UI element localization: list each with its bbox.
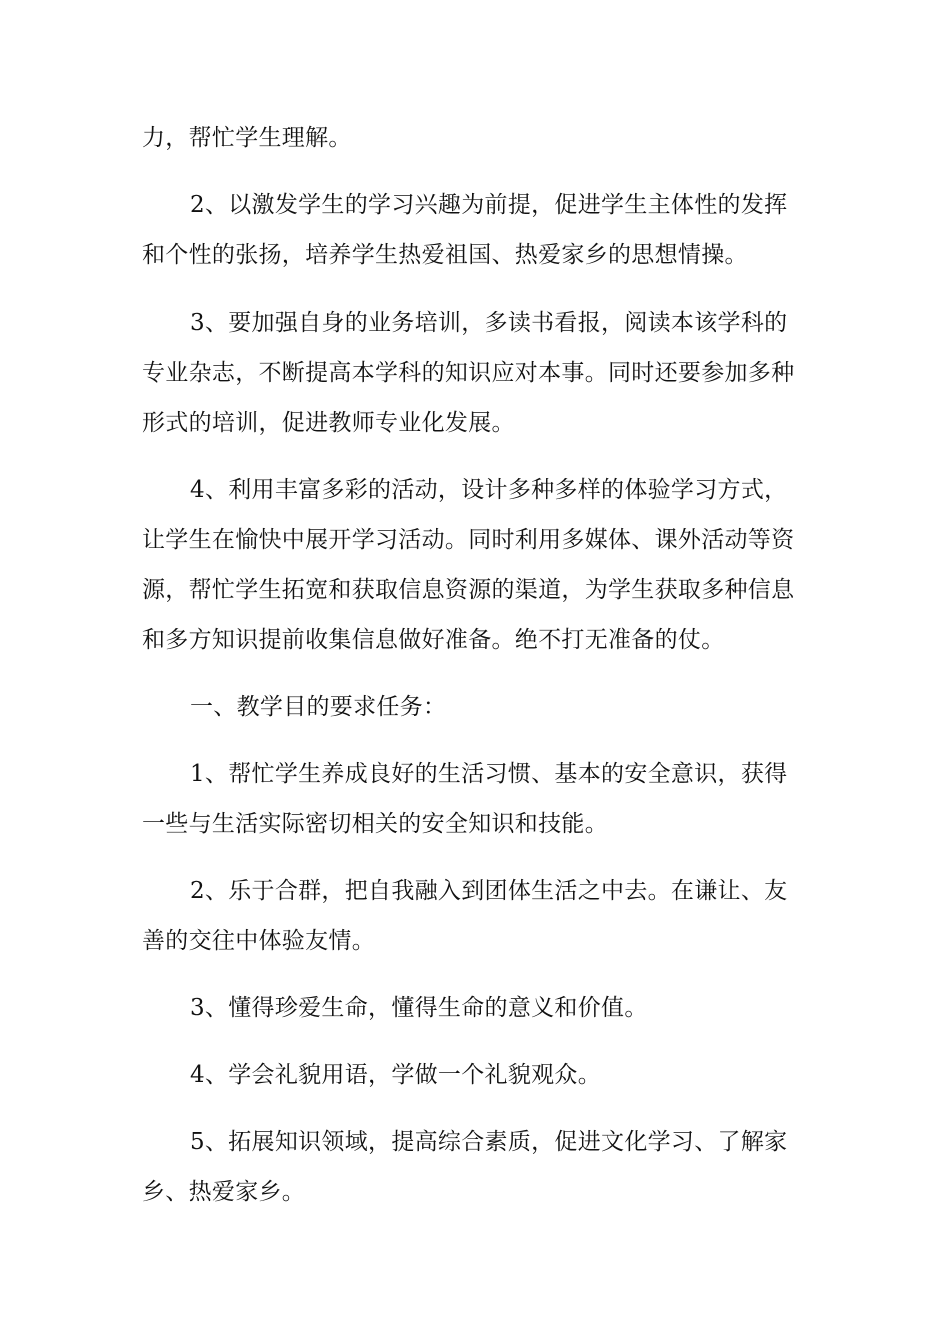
- text-line: 专业杂志，不断提高本学科的知识应对本事。同时还要参加多种: [142, 360, 795, 386]
- text-line: 4、利用丰富多彩的活动，设计多种多样的体验学习方式，: [190, 477, 788, 503]
- text-line: 善的交往中体验友情。: [142, 928, 375, 954]
- text-line: 和个性的张扬，培养学生热爱祖国、热爱家乡的思想情操。: [142, 242, 748, 268]
- text-line: 3、懂得珍爱生命，懂得生命的意义和价值。: [190, 995, 648, 1021]
- text-line: 让学生在愉快中展开学习活动。同时利用多媒体、课外活动等资: [142, 527, 795, 553]
- text-line: 形式的培训，促进教师专业化发展。: [142, 410, 515, 436]
- text-line: 一些与生活实际密切相关的安全知识和技能。: [142, 811, 608, 837]
- text-line: 3、要加强自身的业务培训，多读书看报，阅读本该学科的: [190, 310, 788, 336]
- text-line: 乡、热爱家乡。: [142, 1179, 306, 1205]
- text-line: 2、乐于合群，把自我融入到团体生活之中去。在谦让、友: [190, 878, 788, 904]
- section-heading: 一、教学目的要求任务：: [190, 694, 447, 720]
- text-line: 源，帮忙学生拓宽和获取信息资源的渠道，为学生获取多种信息: [142, 577, 795, 603]
- text-line: 1、帮忙学生养成良好的生活习惯、基本的安全意识，获得: [190, 761, 788, 787]
- text-line: 4、学会礼貌用语，学做一个礼貌观众。: [190, 1062, 602, 1088]
- text-line: 力，帮忙学生理解。: [142, 125, 352, 151]
- text-line: 和多方知识提前收集信息做好准备。绝不打无准备的仗。: [142, 627, 725, 653]
- text-line: 5、拓展知识领域，提高综合素质，促进文化学习、了解家: [190, 1129, 788, 1155]
- text-line: 2、以激发学生的学习兴趣为前提，促进学生主体性的发挥: [190, 192, 788, 218]
